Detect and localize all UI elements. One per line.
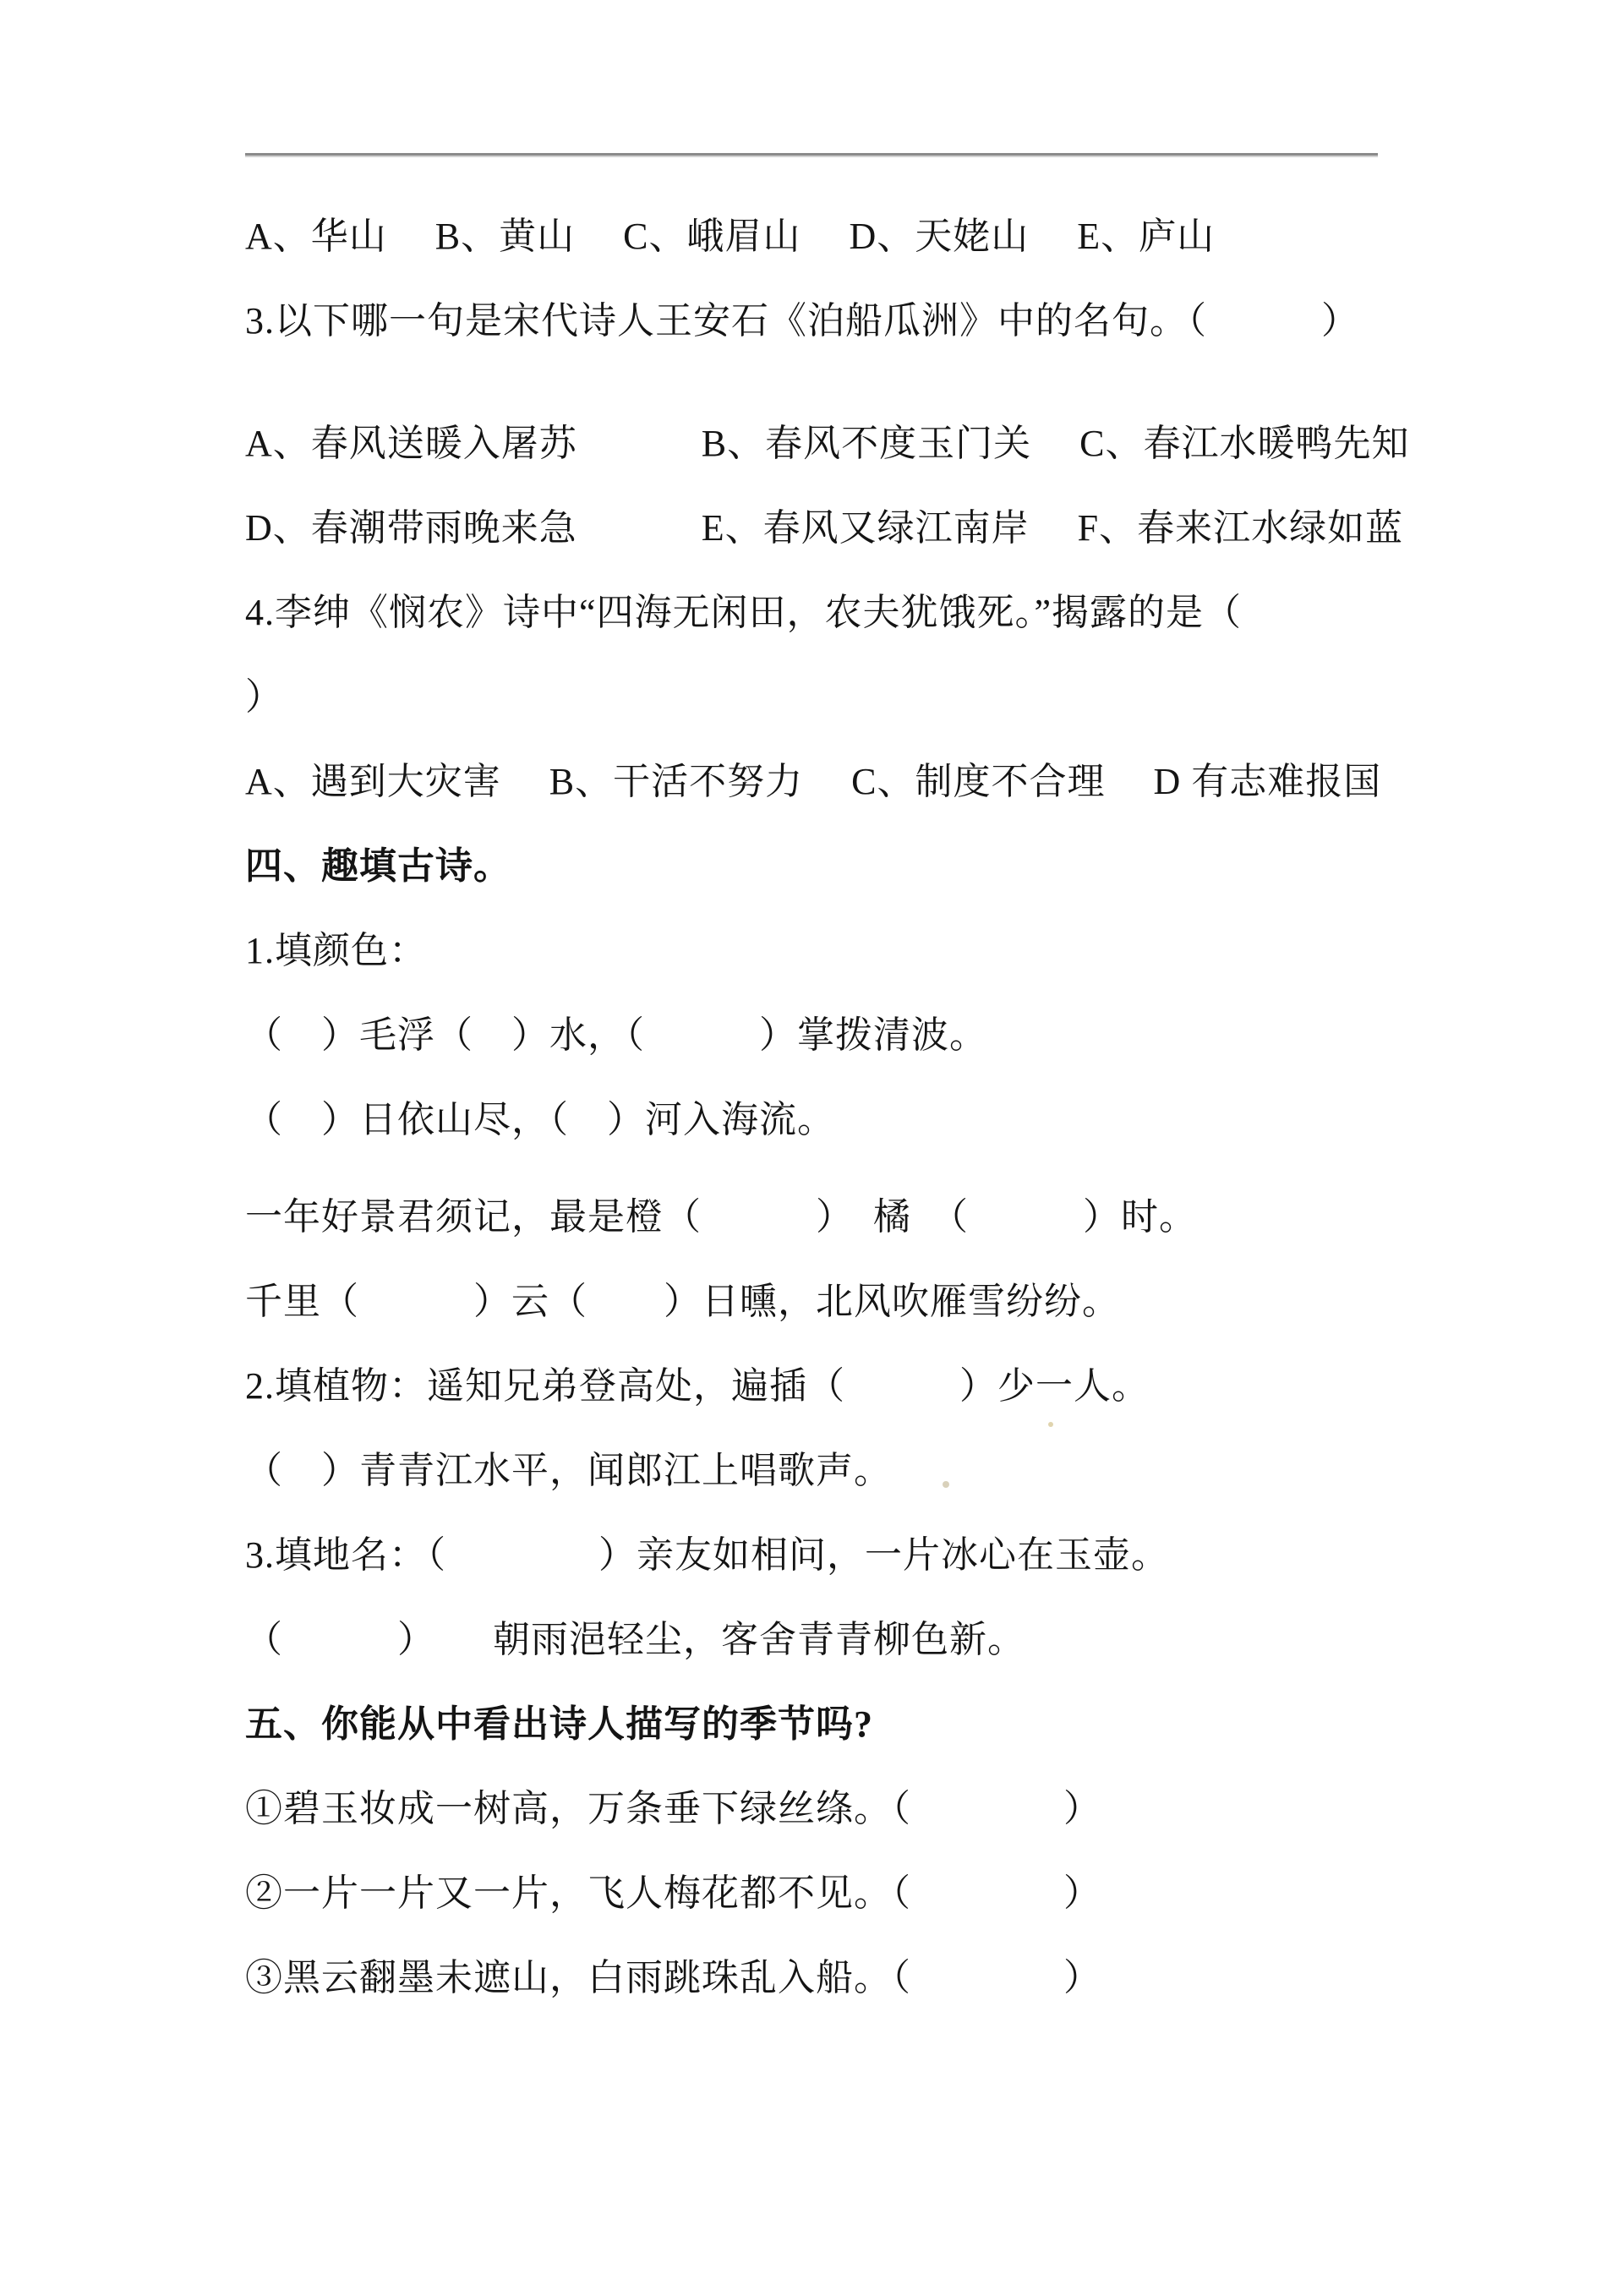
fill-place-blank-line-1: 3.填地名：（ ）亲友如相问，一片冰心在玉壶。 bbox=[245, 1534, 1169, 1576]
worksheet-content bbox=[245, 194, 1410, 2020]
q3-options-row-2: D、春潮带雨晚来急 E、春风又绿江南岸 F、春来江水绿如蓝 bbox=[245, 507, 1404, 549]
scan-speck bbox=[1048, 1422, 1053, 1427]
horizontal-rule bbox=[245, 153, 1378, 157]
q3-stem-line: 3.以下哪一句是宋代诗人王安石《泊船瓜洲》中的名句。（ ） bbox=[245, 300, 1359, 342]
season-item-3-line: ③黑云翻墨未遮山，白雨跳珠乱入船。（ ） bbox=[245, 1957, 1101, 1998]
q4-options-line: A、遇到大灾害 B、干活不努力 C、制度不合理 D 有志难报国 bbox=[245, 761, 1382, 802]
q4-stem-continuation: ） bbox=[245, 676, 283, 718]
section-heading-five: 五、你能从中看出诗人描写的季节吗? bbox=[245, 1703, 873, 1745]
fill-color-blank-line-1: （ ）毛浮（ ）水，（ ）掌拨清波。 bbox=[245, 1014, 987, 1056]
small-gap bbox=[245, 1162, 1395, 1175]
section-heading-four: 四、趣填古诗。 bbox=[245, 845, 511, 887]
q4-stem-line: 4.李绅《悯农》诗中“四海无闲田，农夫犹饿死。”揭露的是（ bbox=[245, 592, 1243, 633]
fill-color-label-line: 1.填颜色： bbox=[245, 930, 427, 971]
q3-options-row-1: A、春风送暖入屠苏 B、春风不度玉门关 C、春江水暖鸭先知 bbox=[245, 423, 1410, 464]
fill-color-blank-line-4: 千里（ ）云（ ）日曛，北风吹雁雪纷纷。 bbox=[245, 1281, 1120, 1322]
season-item-2-line: ②一片一片又一片，飞人梅花都不见。（ ） bbox=[245, 1872, 1101, 1914]
season-item-1-line: ①碧玉妆成一树高，万条垂下绿丝绦。（ ） bbox=[245, 1788, 1101, 1829]
q2-options-mountains-line: A、华山 B、黄山 C、峨眉山 D、天姥山 E、庐山 bbox=[245, 216, 1216, 257]
fill-plant-blank-line-1: 2.填植物：遥知兄弟登高处，遍插（ ）少一人。 bbox=[245, 1365, 1150, 1407]
fill-color-blank-line-3: 一年好景君须记，最是橙（ ） 橘 （ ）时。 bbox=[245, 1196, 1197, 1238]
blank-line bbox=[245, 364, 1395, 402]
fill-color-blank-line-2: （ ）日依山尽，（ ）河入海流。 bbox=[245, 1099, 835, 1140]
scan-speck bbox=[943, 1481, 949, 1488]
fill-place-blank-line-2: （ ） 朝雨浥轻尘，客舍青青柳色新。 bbox=[245, 1619, 1025, 1660]
fill-plant-blank-line-2: （ ）青青江水平，闻郎江上唱歌声。 bbox=[245, 1450, 892, 1491]
